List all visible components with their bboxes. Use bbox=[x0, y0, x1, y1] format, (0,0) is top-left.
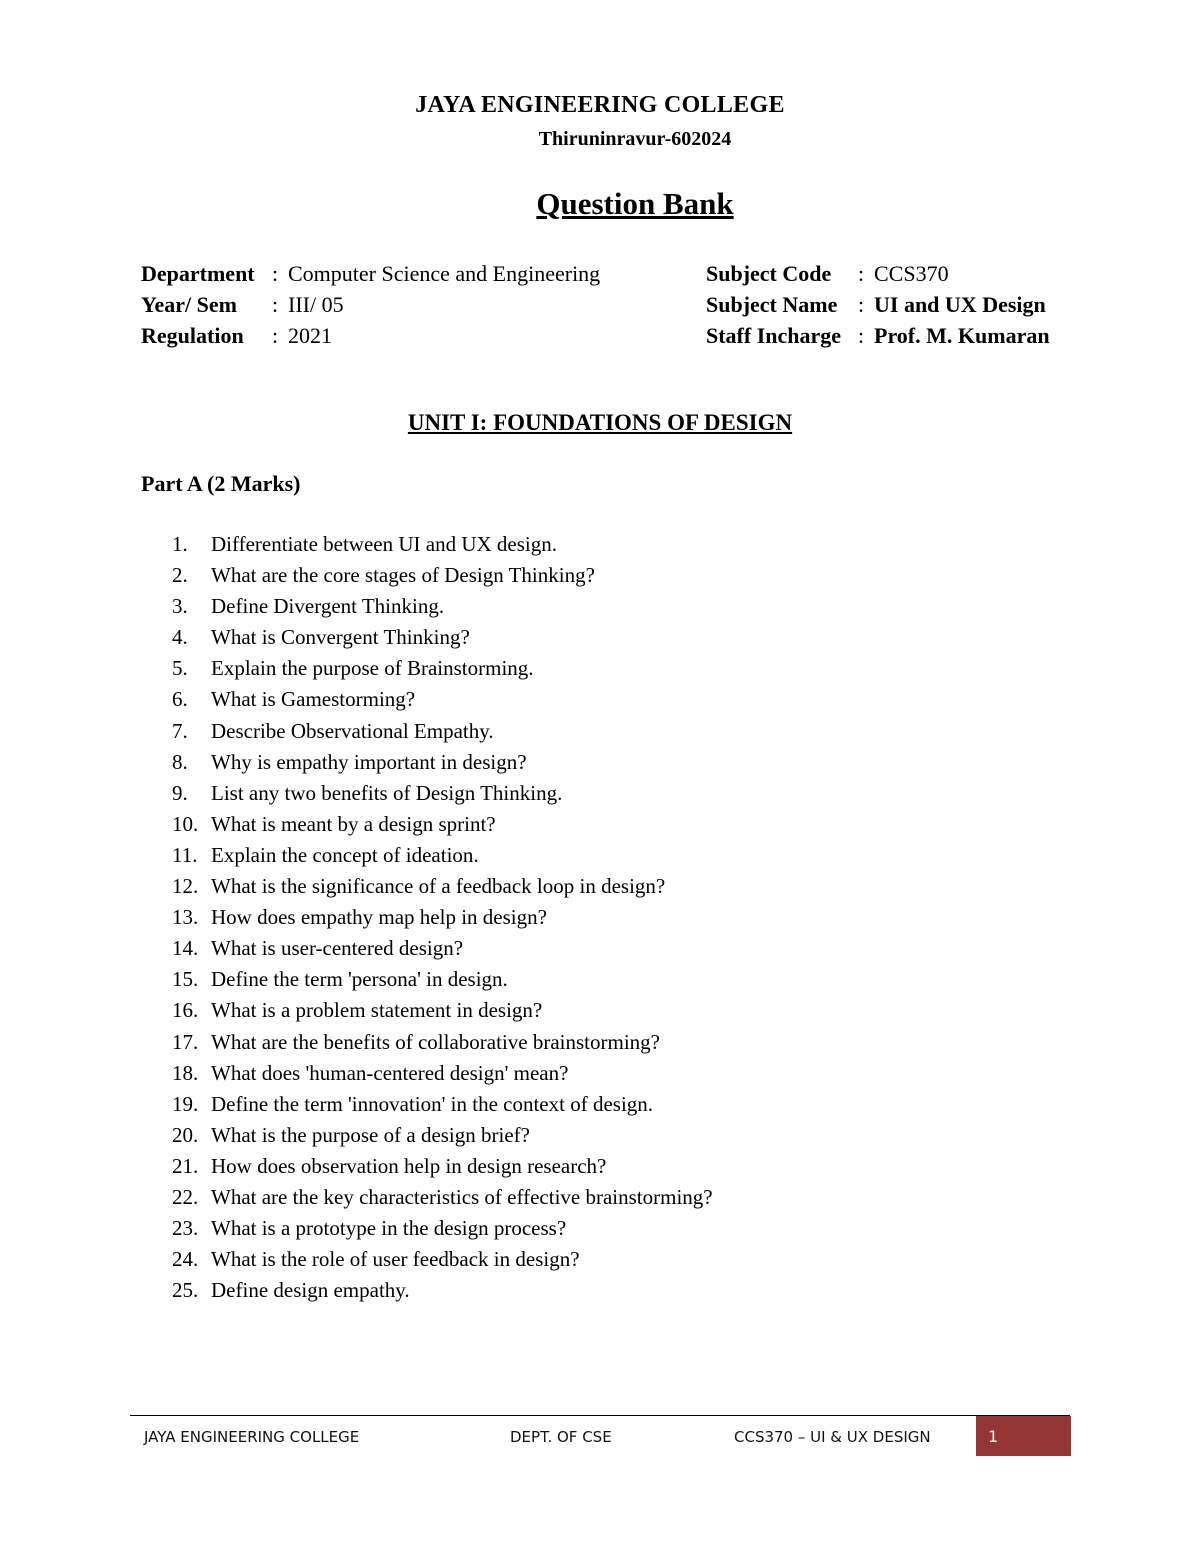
question-text: What is the purpose of a design brief? bbox=[211, 1122, 530, 1147]
question-text: Define Divergent Thinking. bbox=[211, 594, 445, 619]
question-number: 5. bbox=[172, 656, 188, 681]
course-details-left bbox=[141, 258, 600, 351]
question-number: 12. bbox=[172, 874, 199, 899]
question-number: 22. bbox=[172, 1184, 199, 1209]
footer-college: JAYA ENGINEERING COLLEGE bbox=[144, 1428, 360, 1446]
staff-incharge-label: Staff Incharge bbox=[706, 323, 842, 348]
staff-incharge-value: Prof. M. Kumaran bbox=[874, 323, 1050, 348]
question-text: What is meant by a design sprint? bbox=[211, 811, 496, 836]
question-number: 7. bbox=[172, 718, 188, 743]
question-text: List any two benefits of Design Thinking. bbox=[211, 780, 563, 805]
subject-name-row: Subject Name : UI and UX Design bbox=[706, 289, 1050, 320]
question-item bbox=[172, 1151, 713, 1182]
question-text: Define the term 'innovation' in the context of design. bbox=[211, 1091, 654, 1116]
question-number: 10. bbox=[172, 811, 199, 836]
question-number: 16. bbox=[172, 998, 199, 1023]
question-item bbox=[172, 840, 713, 871]
question-number: 23. bbox=[172, 1216, 199, 1241]
question-number: 9. bbox=[172, 780, 188, 805]
question-text: Define the term 'persona' in design. bbox=[211, 967, 508, 992]
subject-name-value: UI and UX Design bbox=[874, 292, 1046, 317]
footer-course: CCS370 – UI & UX DESIGN bbox=[734, 1428, 931, 1446]
question-item bbox=[172, 995, 713, 1026]
question-text: What is Convergent Thinking? bbox=[211, 625, 470, 650]
question-text: What is the significance of a feedback loop in design? bbox=[211, 874, 666, 899]
question-item bbox=[172, 529, 713, 560]
college-address: Thiruninravur-602024 bbox=[538, 128, 732, 150]
year-sem-value: III/ 05 bbox=[288, 292, 344, 317]
question-item bbox=[172, 716, 713, 747]
question-text: How does empathy map help in design? bbox=[211, 905, 547, 930]
page-footer bbox=[130, 1425, 1070, 1449]
question-item bbox=[172, 871, 713, 902]
college-name: JAYA ENGINEERING COLLEGE bbox=[415, 92, 785, 118]
footer-divider bbox=[130, 1415, 1070, 1416]
question-text: What is user-centered design? bbox=[211, 936, 464, 961]
question-number: 25. bbox=[172, 1278, 199, 1303]
question-item bbox=[172, 778, 713, 809]
subject-name-label: Subject Name bbox=[706, 292, 838, 317]
question-item bbox=[172, 1027, 713, 1058]
question-number: 17. bbox=[172, 1029, 199, 1054]
question-number: 6. bbox=[172, 687, 188, 712]
question-number: 11. bbox=[172, 842, 198, 867]
question-item bbox=[172, 1120, 713, 1151]
subject-code-row: Subject Code : CCS370 bbox=[706, 258, 1050, 289]
question-number: 3. bbox=[172, 594, 188, 619]
question-item bbox=[172, 1244, 713, 1275]
question-item bbox=[172, 1089, 713, 1120]
question-item bbox=[172, 1213, 713, 1244]
course-details-right bbox=[706, 258, 1050, 351]
page-number-box bbox=[976, 1416, 1071, 1456]
question-number: 24. bbox=[172, 1247, 199, 1272]
question-item bbox=[172, 622, 713, 653]
question-number: 1. bbox=[172, 532, 188, 556]
question-item bbox=[172, 591, 713, 622]
question-item bbox=[172, 653, 713, 684]
page-number: 1 bbox=[988, 1427, 999, 1446]
question-text: Differentiate between UI and UX design. bbox=[211, 532, 557, 556]
year-sem-label: Year/ Sem bbox=[141, 292, 237, 317]
department-row: Department : Computer Science and Engineering bbox=[141, 258, 600, 289]
question-number: 15. bbox=[172, 967, 199, 992]
question-number: 19. bbox=[172, 1091, 199, 1116]
question-text: How does observation help in design research? bbox=[211, 1153, 607, 1178]
question-text: What is a problem statement in design? bbox=[211, 998, 543, 1023]
year-sem-row: Year/ Sem : III/ 05 bbox=[141, 289, 600, 320]
regulation-row: Regulation : 2021 bbox=[141, 320, 600, 351]
question-item bbox=[172, 747, 713, 778]
question-text: What are the benefits of collaborative brainstorming? bbox=[211, 1029, 660, 1054]
question-number: 2. bbox=[172, 563, 188, 588]
question-number: 14. bbox=[172, 936, 199, 961]
question-item bbox=[172, 560, 713, 591]
question-number: 13. bbox=[172, 905, 199, 930]
question-number: 21. bbox=[172, 1153, 199, 1178]
footer-department: DEPT. OF CSE bbox=[510, 1428, 612, 1446]
staff-incharge-row: Staff Incharge : Prof. M. Kumaran bbox=[706, 320, 1050, 351]
regulation-label: Regulation bbox=[141, 323, 244, 348]
question-text: Explain the concept of ideation. bbox=[211, 842, 479, 867]
question-text: Explain the purpose of Brainstorming. bbox=[211, 656, 534, 681]
question-item bbox=[172, 1058, 713, 1089]
question-number: 20. bbox=[172, 1122, 199, 1147]
question-text: What does 'human-centered design' mean? bbox=[211, 1060, 569, 1085]
question-item bbox=[172, 809, 713, 840]
question-item bbox=[172, 902, 713, 933]
question-text: What is Gamestorming? bbox=[211, 687, 416, 712]
regulation-value: 2021 bbox=[288, 323, 332, 348]
question-item bbox=[172, 1275, 713, 1306]
question-number: 8. bbox=[172, 749, 188, 774]
question-item bbox=[172, 933, 713, 964]
question-text: Why is empathy important in design? bbox=[211, 749, 527, 774]
part-heading: Part A (2 Marks) bbox=[141, 471, 301, 496]
document-title: Question Bank bbox=[536, 186, 734, 221]
question-text: What is a prototype in the design process? bbox=[211, 1216, 567, 1241]
question-list bbox=[172, 529, 713, 1306]
question-text: Define design empathy. bbox=[211, 1278, 410, 1303]
subject-code-label: Subject Code bbox=[706, 261, 832, 286]
question-item bbox=[172, 1182, 713, 1213]
question-text: What are the core stages of Design Thinking? bbox=[211, 563, 595, 588]
department-value: Computer Science and Engineering bbox=[288, 261, 601, 286]
question-number: 18. bbox=[172, 1060, 199, 1085]
subject-code-value: CCS370 bbox=[874, 261, 949, 286]
question-text: What are the key characteristics of effective brainstorming? bbox=[211, 1184, 713, 1209]
question-item bbox=[172, 964, 713, 995]
unit-heading: UNIT I: FOUNDATIONS OF DESIGN bbox=[407, 410, 793, 435]
question-text: Describe Observational Empathy. bbox=[211, 718, 494, 743]
question-item bbox=[172, 684, 713, 715]
question-text: What is the role of user feedback in design? bbox=[211, 1247, 580, 1272]
department-label: Department bbox=[141, 261, 255, 286]
question-number: 4. bbox=[172, 625, 188, 650]
